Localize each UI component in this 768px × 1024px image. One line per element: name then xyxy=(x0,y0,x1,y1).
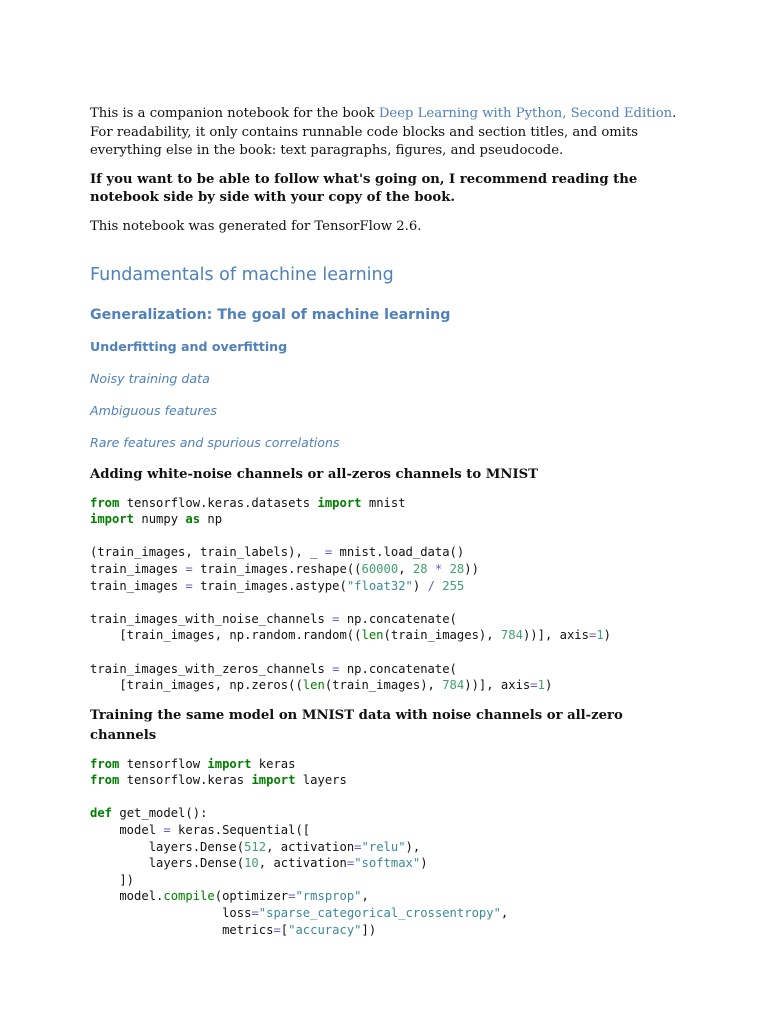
subsubsection-heading-noisy: Noisy training data xyxy=(90,370,210,386)
subsubsection-heading-ambiguous: Ambiguous features xyxy=(90,402,217,418)
listing-title-1: Adding white-noise channels or all-zeros channels to MNIST xyxy=(90,466,538,482)
subsubsection-heading-rare: Rare features and spurious correlations xyxy=(90,434,340,450)
notebook-page xyxy=(90,105,690,950)
intro-section xyxy=(90,105,690,237)
intro-paragraph xyxy=(90,105,690,161)
code-block-2: from tensorflow import keras from tensorflow.keras import layers def get_model(): model = keras.Sequential([ layers.Dense(512, activation="relu"), layers.Dense(10, activation="softmax") ]) model.compile(optimizer="rmsprop", loss="sparse_categorical_crossentropy", metrics=["accuracy"]) xyxy=(90,756,509,937)
listing-title-2: Training the same model on MNIST data with noise channels or all-zero channels xyxy=(90,707,623,743)
version-paragraph: This notebook was generated for TensorFlow 2.6. xyxy=(90,218,422,234)
code-block-1: from tensorflow.keras.datasets import mnist import numpy as np (train_images, train_labels), _ = mnist.load_data() train_images = train_images.reshape((60000, 28 * 28)) train_images = train_images.astype("float32") / 255 train_images_with_noise_channels = np.concatenate( [train_images, np.random.random((len(train_images), 784))], axis=1) train_images_with_zeros_channels = np.concatenate( [train_images, np.zeros((len(train_images), 784))], axis=1) xyxy=(90,495,612,693)
book-link[interactable]: Deep Learning with Python, Second Edition xyxy=(378,106,673,121)
chapter-heading: Fundamentals of machine learning xyxy=(90,264,394,285)
intro-text-start: This is a companion notebook for the book xyxy=(90,106,379,121)
recommendation-paragraph: If you want to be able to follow what's going on, I recommend reading the notebook side by side with your copy of the book. xyxy=(90,171,638,206)
section-heading: Generalization: The goal of machine learning xyxy=(90,306,451,323)
subsection-heading: Underfitting and overfitting xyxy=(90,338,288,354)
intro-text-end: . For readability, it only contains runnable code blocks and section titles, and omits everything else in the book: text paragraphs, figures, and pseudocode. xyxy=(90,106,677,159)
